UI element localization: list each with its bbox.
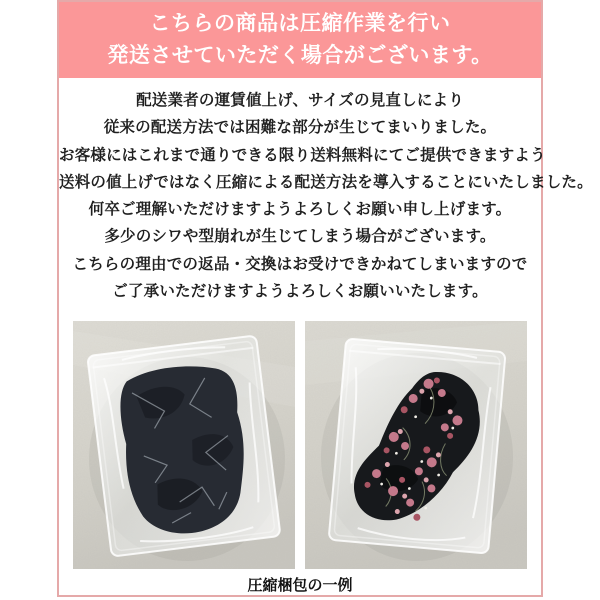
banner-line-2: 発送させていただく場合がございます。 <box>107 44 493 67</box>
notice-banner <box>59 2 541 78</box>
notice-line: 配送業者の運賃値上げ、サイズの見直しにより <box>136 92 464 109</box>
notice-line: 従来の配送方法では困難な部分が生じてまいりました。 <box>103 119 497 137</box>
photo-compressed-floral-clothing <box>305 321 527 569</box>
notice-line: こちらの理由での返品・交換はお受けできかねてしまいますので <box>72 255 528 273</box>
notice-line: ご了承いただけますようよろしくお願いいたします。 <box>112 283 488 301</box>
banner-line-1: こちらの商品は圧縮作業を行い <box>149 12 451 35</box>
photo-caption: 圧縮梱包の一例 <box>247 577 353 595</box>
photo-row <box>59 321 541 569</box>
shipping-notice-card <box>57 0 593 597</box>
notice-body <box>59 78 593 305</box>
notice-line: 多少のシワや型崩れが生じてしまう場合がございます。 <box>104 228 496 246</box>
photo-compressed-dark-clothing <box>73 321 295 569</box>
notice-line: 送料の値上げではなく圧縮による配送方法を導入することにいたしました。 <box>59 173 593 191</box>
notice-line: お客様にはこれまで通りできる限り送料無料にてご提供できますよう <box>59 146 546 164</box>
notice-line: 何卒ご理解いただけますようよろしくお願い申し上げます。 <box>88 201 512 219</box>
